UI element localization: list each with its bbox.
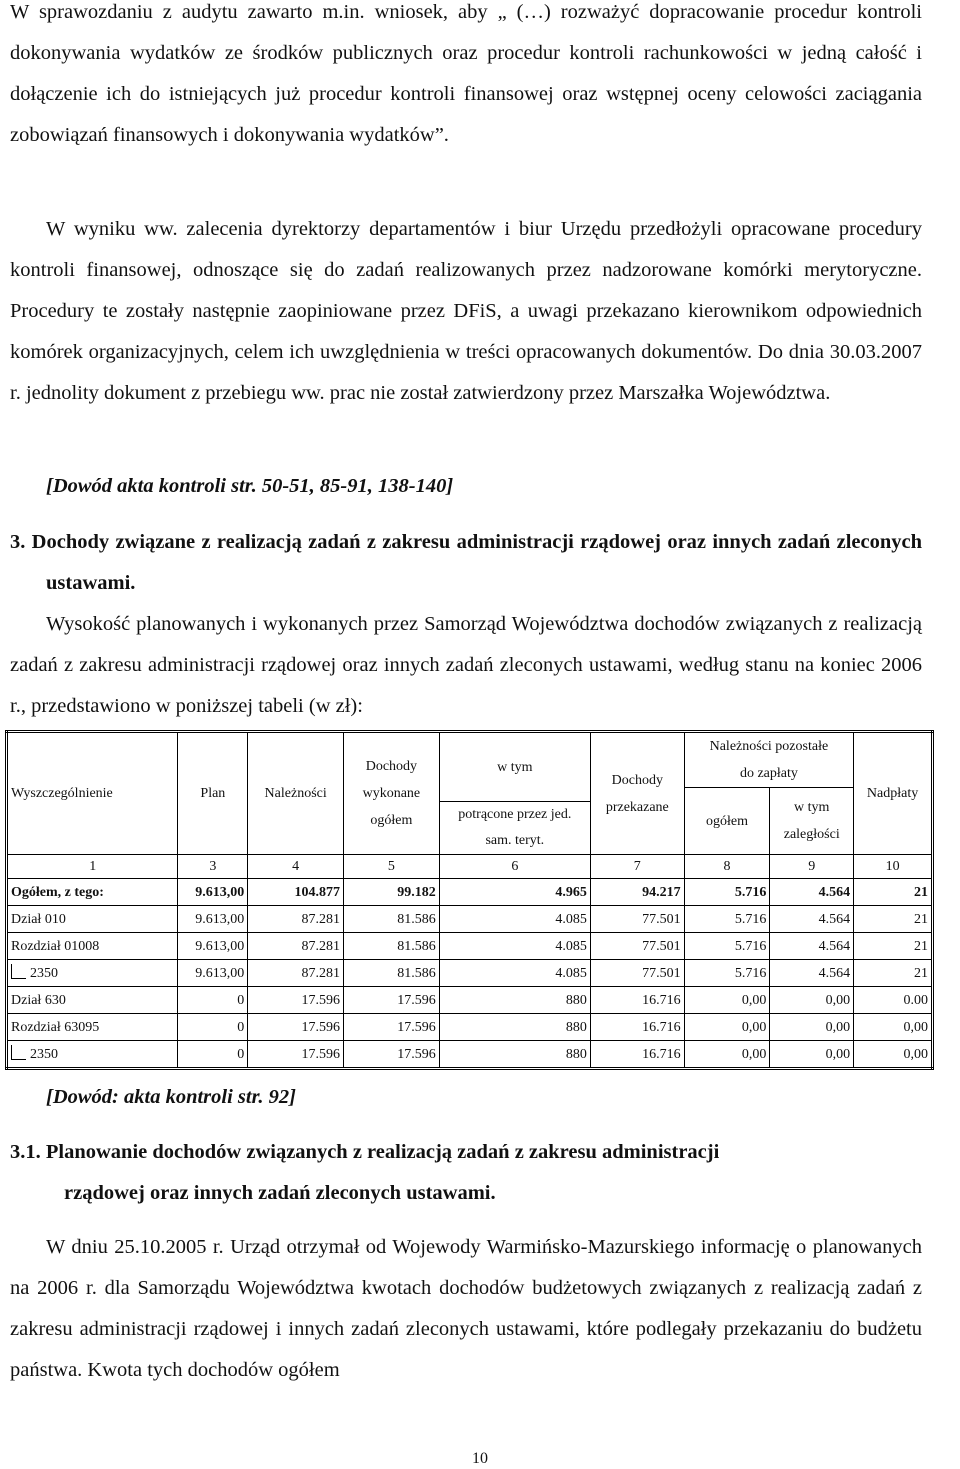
paragraph-table-intro: Wysokość planowanych i wykonanych przez Samorząd Województwa dochodów związanych z realizacją zadań z zakresu administracji rządowej oraz innych zadań zleconych ustawami, według stanu na koniec 2006 r., przedstawiono w poniższej tabeli (w zł): xyxy=(10,613,922,717)
cell-doch: 81.586 xyxy=(344,906,440,933)
cell-zal: 4.564 xyxy=(770,960,854,987)
cell-nadp: 21 xyxy=(854,906,933,933)
header-dochody-przekazane xyxy=(590,732,684,855)
cell-doch: 17.596 xyxy=(344,987,440,1014)
cell-nadp: 0,00 xyxy=(854,1014,933,1041)
cell-nal: 87.281 xyxy=(248,960,344,987)
cell-zal: 0,00 xyxy=(770,987,854,1014)
row-label-cell xyxy=(7,933,178,960)
revenue-table xyxy=(5,730,934,1070)
row-label: 2350 xyxy=(30,1046,58,1062)
table-row xyxy=(7,987,933,1014)
section-3-heading: 3. Dochody związane z realizacją zadań z zakresu administracji rządowej oraz innych zadań zleconych ustawami. xyxy=(10,531,922,594)
evidence-reference-1: [Dowód akta kontroli str. 50-51, 85-91, 138-140] xyxy=(46,475,454,497)
cell-przek: 77.501 xyxy=(590,933,684,960)
cell-doch: 81.586 xyxy=(344,960,440,987)
header-dochody-wykonane-line1: Dochody xyxy=(365,759,418,774)
cell-plan: 9.613,00 xyxy=(178,960,248,987)
link-connector-icon xyxy=(11,1045,26,1060)
cell-doch: 81.586 xyxy=(344,933,440,960)
column-number-cell: 9 xyxy=(770,855,854,879)
cell-ogol: 0,00 xyxy=(684,1014,770,1041)
column-number-cell: 1 xyxy=(7,855,178,879)
cell-zal: 0,00 xyxy=(770,1041,854,1069)
cell-plan: 9.613,00 xyxy=(178,933,248,960)
cell-potr: 880 xyxy=(439,1041,590,1069)
cell-zal: 4.564 xyxy=(770,933,854,960)
cell-nal: 87.281 xyxy=(248,933,344,960)
cell-przek: 16.716 xyxy=(590,1014,684,1041)
cell-nal: 104.877 xyxy=(248,879,344,906)
header-w-tym: w tym xyxy=(439,732,590,802)
row-label: Rozdział 01008 xyxy=(11,938,100,954)
header-naleznosci-pozostale xyxy=(684,732,853,788)
cell-potr: 4.085 xyxy=(439,906,590,933)
table-row xyxy=(7,933,933,960)
header-potracone-line1: potrącone przez jed. xyxy=(458,807,572,822)
row-label-cell xyxy=(7,879,178,906)
row-label: Dział 010 xyxy=(11,911,66,927)
section-3-1-heading-line2: rządowej oraz innych zadań zleconych ustawami. xyxy=(64,1182,496,1204)
cell-nal: 17.596 xyxy=(248,987,344,1014)
column-number-cell: 4 xyxy=(248,855,344,879)
row-label-cell xyxy=(7,987,178,1014)
row-label-cell xyxy=(7,1041,178,1069)
header-naleznosci-pozostale-line1: Należności pozostałe xyxy=(709,739,829,754)
cell-ogol: 5.716 xyxy=(684,879,770,906)
cell-przek: 16.716 xyxy=(590,987,684,1014)
section-3-1-heading-line1: 3.1. Planowanie dochodów związanych z realizacją zadań z zakresu administracji xyxy=(10,1141,720,1163)
cell-ogol: 0,00 xyxy=(684,987,770,1014)
evidence-reference-2: [Dowód: akta kontroli str. 92] xyxy=(46,1086,297,1108)
cell-plan: 0 xyxy=(178,1041,248,1069)
paragraph-audit-report: W sprawozdaniu z audytu zawarto m.in. wniosek, aby „ (…) rozważyć dopracowanie procedur kontroli dokonywania wydatków ze środków publicznych oraz procedur kontroli rachunkowości w jedną całość i dołączenie ich do istniejących już procedur kontroli finansowej oraz wstępnej oceny celowości zaciągania zobowiązań finansowych i dokonywania wydatków”. xyxy=(10,1,922,146)
cell-przek: 16.716 xyxy=(590,1041,684,1069)
cell-plan: 0 xyxy=(178,987,248,1014)
cell-nadp: 21 xyxy=(854,933,933,960)
cell-doch: 17.596 xyxy=(344,1014,440,1041)
cell-przek: 77.501 xyxy=(590,960,684,987)
header-w-tym-2: w tym xyxy=(794,800,830,815)
cell-przek: 94.217 xyxy=(590,879,684,906)
cell-plan: 0 xyxy=(178,1014,248,1041)
header-naleznosci: Należności xyxy=(248,732,344,855)
row-label-cell xyxy=(7,960,178,987)
header-nadplaty: Nadpłaty xyxy=(854,732,933,855)
header-w-tym-zaleglosci xyxy=(770,788,854,855)
table-row xyxy=(7,1041,933,1069)
table-row xyxy=(7,879,933,906)
column-number-cell: 8 xyxy=(684,855,770,879)
header-ogolem: ogółem xyxy=(684,788,770,855)
cell-nal: 17.596 xyxy=(248,1014,344,1041)
page-number: 10 xyxy=(472,1450,488,1467)
column-number-cell: 5 xyxy=(344,855,440,879)
cell-ogol: 5.716 xyxy=(684,906,770,933)
header-naleznosci-pozostale-line2: do zapłaty xyxy=(739,766,798,781)
header-dochody-przekazane-line1: Dochody xyxy=(611,772,663,788)
header-dochody-wykonane xyxy=(344,732,440,855)
table-row xyxy=(7,906,933,933)
row-label: 2350 xyxy=(30,965,58,981)
row-label: Ogółem, z tego: xyxy=(11,884,104,900)
cell-doch: 99.182 xyxy=(344,879,440,906)
cell-zal: 4.564 xyxy=(770,906,854,933)
cell-potr: 880 xyxy=(439,987,590,1014)
header-dochody-przekazane-line2: przekazane xyxy=(605,799,669,815)
column-number-cell: 7 xyxy=(590,855,684,879)
row-label-cell xyxy=(7,1014,178,1041)
cell-nadp: 21 xyxy=(854,879,933,906)
column-numbers-row xyxy=(7,855,933,879)
cell-potr: 4.085 xyxy=(439,933,590,960)
paragraph-procedures: W wyniku ww. zalecenia dyrektorzy departamentów i biur Urzędu przedłożyli opracowane procedury kontroli finansowej, odnoszące się do zadań realizowanych przez nadzorowane komórki merytoryczne. Procedury te zostały następnie zaopiniowane przez DFiS, a uwagi przekazano kierownikom odpowiednich komórek organizacyjnych, celem ich uwzględnienia w treści opracowanych dokumentów. Do dnia 30.03.2007 r. jednolity dokument z przebiegu ww. prac nie został zatwierdzony przez Marszałka Województwa. xyxy=(10,218,922,404)
header-potracone-line2: sam. teryt. xyxy=(485,833,545,848)
header-zaleglosci: zaległości xyxy=(783,827,840,842)
cell-ogol: 0,00 xyxy=(684,1041,770,1069)
table-row xyxy=(7,960,933,987)
cell-nal: 17.596 xyxy=(248,1041,344,1069)
header-dochody-wykonane-line2: wykonane xyxy=(362,786,421,801)
cell-ogol: 5.716 xyxy=(684,960,770,987)
cell-nal: 87.281 xyxy=(248,906,344,933)
cell-plan: 9.613,00 xyxy=(178,879,248,906)
header-plan: Plan xyxy=(178,732,248,855)
column-number-cell: 6 xyxy=(439,855,590,879)
cell-przek: 77.501 xyxy=(590,906,684,933)
cell-zal: 0,00 xyxy=(770,1014,854,1041)
row-label-cell xyxy=(7,906,178,933)
cell-doch: 17.596 xyxy=(344,1041,440,1069)
table-row xyxy=(7,1014,933,1041)
paragraph-planning: W dniu 25.10.2005 r. Urząd otrzymał od Wojewody Warmińsko-Mazurskiego informację o planowanych na 2006 r. dla Samorządu Województwa kwotach dochodów budżetowych związanych z realizacją zadań z zakresu administracji rządowej i innych zadań zleconych ustawami, które podlegały przekazaniu do budżetu państwa. Kwota tych dochodów ogółem xyxy=(10,1236,922,1381)
cell-nadp: 0.00 xyxy=(854,987,933,1014)
row-label: Dział 630 xyxy=(11,992,66,1008)
link-connector-icon xyxy=(11,964,26,979)
cell-zal: 4.564 xyxy=(770,879,854,906)
header-potracone xyxy=(439,802,590,855)
cell-ogol: 5.716 xyxy=(684,933,770,960)
cell-potr: 4.085 xyxy=(439,960,590,987)
column-number-cell: 3 xyxy=(178,855,248,879)
cell-plan: 9.613,00 xyxy=(178,906,248,933)
header-wyszczegolnienie: Wyszczególnienie xyxy=(7,732,178,855)
cell-nadp: 0,00 xyxy=(854,1041,933,1069)
cell-potr: 4.965 xyxy=(439,879,590,906)
header-dochody-wykonane-line3: ogółem xyxy=(370,813,413,828)
cell-nadp: 21 xyxy=(854,960,933,987)
row-label: Rozdział 63095 xyxy=(11,1019,100,1035)
column-number-cell: 10 xyxy=(854,855,933,879)
cell-potr: 880 xyxy=(439,1014,590,1041)
